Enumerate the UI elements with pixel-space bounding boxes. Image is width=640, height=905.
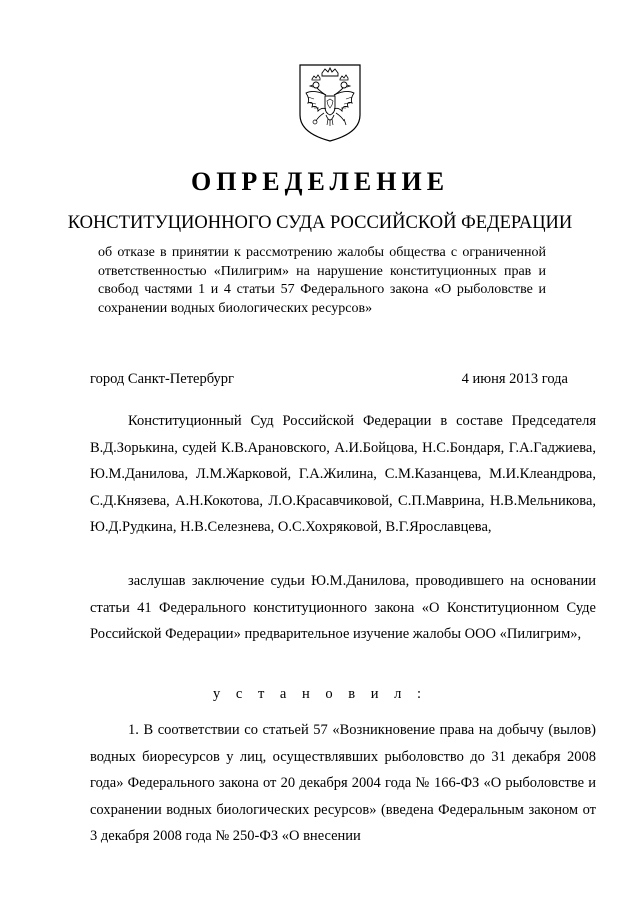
double-headed-eagle-icon <box>298 63 362 143</box>
document-title: ОПРЕДЕЛЕНИЕ <box>190 167 450 196</box>
established-heading: у с т а н о в и л : <box>213 686 427 702</box>
coat-of-arms-emblem <box>298 63 362 143</box>
paragraph-court-composition: Конституционный Суд Российской Федерации в составе Председателя В.Д.Зорькина, судей К.В.Арановского, А.И.Бойцова, Н.С.Бондаря, Г.А.Гаджиева, Ю.М.Данилова, Л.М.Жарковой, Г.А.Жилина, С.М.Казанцева, М.И.Клеандрова, С.Д.Князева, А.Н.Кокотова, Л.О.Красавчиковой, С.П.Маврина, Н.В.Мельникова, Ю.Д.Рудкина, Н.В.Селезнева, О.С.Хохряковой, В.Г.Ярославцева, <box>90 413 596 535</box>
paragraph-hearing: заслушав заключение судьи Ю.М.Данилова, проводившего на основании статьи 41 Федерального конституционного закона «О Конституционном Суде Российской Федерации» предварительное изучение жалобы ООО «Пилигрим», <box>90 573 596 642</box>
document-subject: об отказе в принятии к рассмотрению жалобы общества с ограниченной ответственностью «Пилигрим» на нарушение конституционных прав и свобод частями 1 и 4 статьи 57 Федерального закона «О рыболовстве и сохранении водных биологических ресурсов» <box>98 245 546 316</box>
document-subtitle: КОНСТИТУЦИОННОГО СУДА РОССИЙСКОЙ ФЕДЕРАЦИИ <box>67 213 573 233</box>
date-of-issue: 4 июня 2013 года <box>461 371 568 387</box>
place-of-issue: город Санкт-Петербург <box>90 371 235 387</box>
paragraph-point-1: 1. В соответствии со статьей 57 «Возникновение права на добычу (вылов) водных биоресурсов у лиц, осуществлявших рыболовство до 31 декабря 2008 года» Федерального закона от 20 декабря 2004 года № 166-ФЗ «О рыболовстве и сохранении водных биологических ресурсов» (введена Федеральным законом от 3 декабря 2008 года № 250-ФЗ «О внесении <box>90 722 596 844</box>
